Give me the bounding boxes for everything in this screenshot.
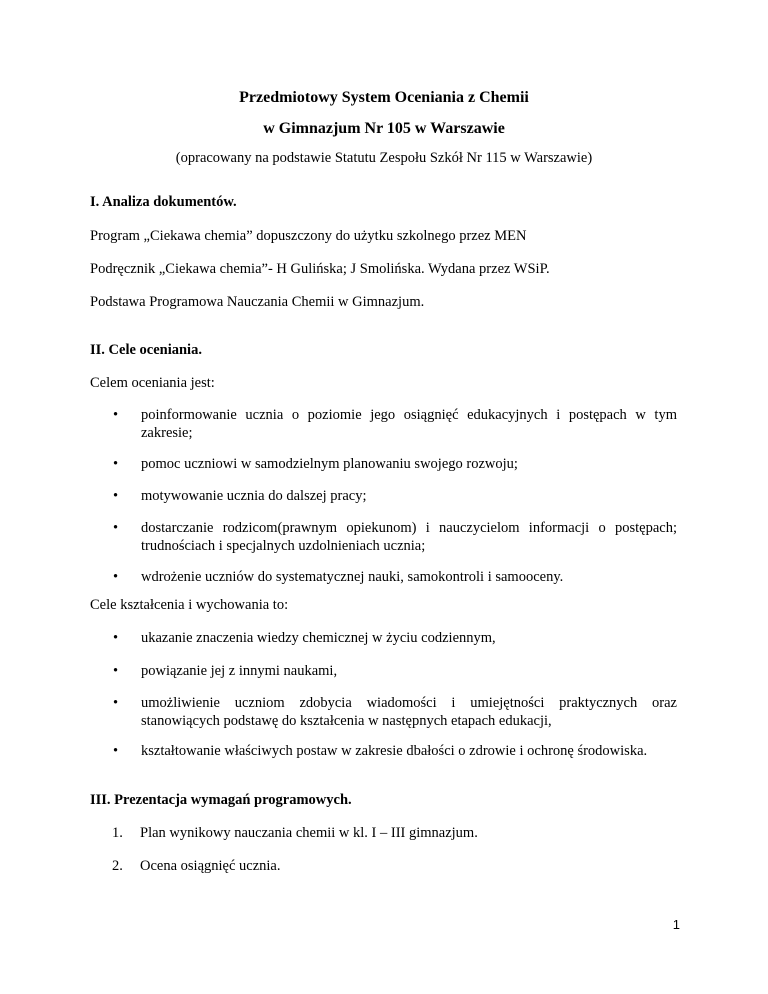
list-item — [113, 629, 677, 647]
list-item-text: dostarczanie rodzicom(prawnym opiekunom) i nauczycielom informacji o postępach; trudnościach i specjalnych uzdolnieniach ucznia; — [141, 520, 677, 554]
list-number: 2. — [112, 858, 123, 874]
section-2-heading: II. Cele oceniania. — [90, 342, 202, 358]
list-item — [113, 519, 677, 555]
list-item-text: ukazanie znaczenia wiedzy chemicznej w życiu codziennym, — [141, 630, 496, 646]
list-item — [113, 487, 677, 505]
bullet-icon: • — [113, 456, 119, 472]
list-item — [113, 406, 677, 442]
section-3-heading: III. Prezentacja wymagań programowych. — [90, 792, 352, 808]
bullet-icon: • — [113, 743, 119, 759]
bullet-icon: • — [113, 488, 119, 504]
page-number: 1 — [672, 917, 680, 932]
section-1-heading: I. Analiza dokumentów. — [90, 194, 237, 210]
bullet-icon: • — [113, 520, 119, 536]
bullet-icon: • — [113, 663, 119, 679]
list-item — [113, 694, 677, 730]
document-title-line-2: w Gimnazjum Nr 105 w Warszawie — [263, 120, 505, 137]
bullet-icon: • — [113, 695, 119, 711]
document-subtitle: (opracowany na podstawie Statutu Zespołu Szkół Nr 115 w Warszawie) — [175, 150, 593, 166]
list-item-text: kształtowanie właściwych postaw w zakresie dbałości o zdrowie i ochronę środowiska. — [141, 743, 648, 759]
section-2-intro-goals: Celem oceniania jest: — [90, 375, 215, 391]
list-item — [113, 455, 677, 473]
numbered-list-item — [112, 857, 281, 875]
list-item-text: pomoc uczniowi w samodzielnym planowaniu swojego rozwoju; — [141, 456, 518, 472]
bullet-icon: • — [113, 569, 119, 585]
document-title-line-1: Przedmiotowy System Oceniania z Chemii — [239, 89, 529, 106]
list-item-text: powiązanie jej z innymi naukami, — [141, 663, 338, 679]
list-number: 1. — [112, 825, 123, 841]
section-1-line-curriculum: Podstawa Programowa Nauczania Chemii w Gimnazjum. — [90, 294, 425, 310]
list-item — [113, 568, 677, 586]
list-item — [113, 742, 677, 760]
section-1-line-program: Program „Ciekawa chemia” dopuszczony do użytku szkolnego przez MEN — [90, 228, 527, 244]
bullet-icon: • — [113, 630, 119, 646]
list-item-text: umożliwienie uczniom zdobycia wiadomości i umiejętności praktycznych oraz stanowiących podstawę do kształcenia w następnych etapach edukacji, — [141, 695, 677, 729]
list-item-text: poinformowanie ucznia o poziomie jego osiągnięć edukacyjnych i postępach w tym zakresie; — [141, 407, 677, 441]
list-item — [113, 662, 677, 680]
numbered-list-item — [112, 824, 478, 842]
list-item-text: Ocena osiągnięć ucznia. — [140, 858, 281, 874]
list-item-text: motywowanie ucznia do dalszej pracy; — [141, 488, 367, 504]
section-1-line-textbook: Podręcznik „Ciekawa chemia”- H Gulińska; J Smolińska. Wydana przez WSiP. — [90, 261, 550, 277]
section-2-intro-education-goals: Cele kształcenia i wychowania to: — [90, 597, 289, 613]
list-item-text: wdrożenie uczniów do systematycznej nauki, samokontroli i samooceny. — [141, 569, 564, 585]
list-item-text: Plan wynikowy nauczania chemii w kl. I – III gimnazjum. — [140, 825, 478, 841]
bullet-icon: • — [113, 407, 119, 423]
